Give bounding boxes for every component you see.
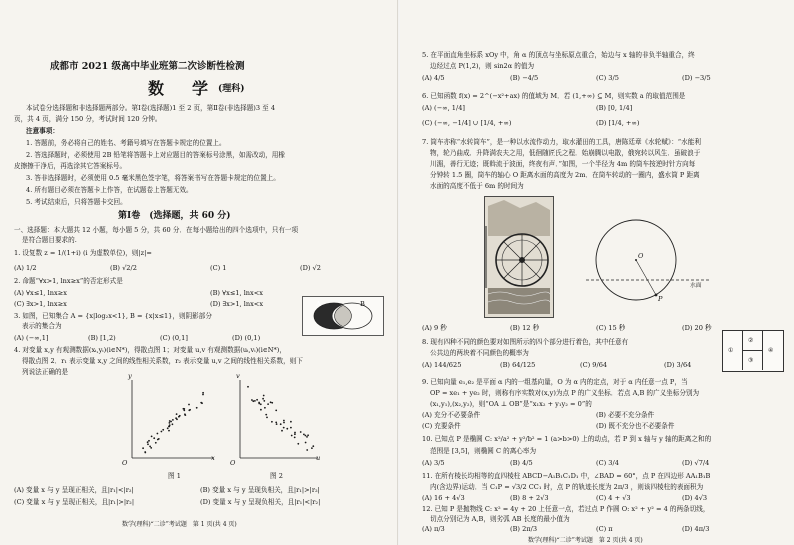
- q10-option-b: (B) 4/5: [510, 459, 533, 467]
- q3-option-a: (A) (−∞,1]: [14, 334, 49, 342]
- q7-stem-4: 分钟转 1.5 圈，筒车的轴心 O 距离水面的高度为 2m．在筒车转动的一圈内，盛水筒 P 距离: [430, 171, 700, 179]
- scatter-point: [271, 402, 273, 404]
- q3-option-d: (D) (0,1): [232, 334, 261, 342]
- scatter-point: [176, 413, 178, 415]
- scatter-point: [155, 442, 157, 444]
- q3-option-c: (C) (0,1]: [160, 334, 188, 342]
- scatter-point: [260, 403, 262, 405]
- q4-stem-3: 列说法正确的是: [22, 368, 69, 376]
- scatter-point: [283, 427, 285, 429]
- q1-option-b: (B) √2/2: [110, 264, 137, 272]
- scatter-point: [260, 409, 262, 411]
- q5-stem-2: 边经过点 P(1,2)，则 sin2α 的值为: [430, 62, 535, 70]
- scatter-point: [266, 417, 268, 419]
- q1-option-d: (D) √2: [300, 264, 321, 272]
- grid-divider-middle: [742, 350, 762, 351]
- q2-stem: 2. 命题“∀x>1, lnx≥x”的否定形式是: [14, 277, 123, 285]
- q1-stem: 1. 设复数 z = 1/(1+i) (i 为虚数单位)，则|z|=: [14, 249, 152, 257]
- q4-option-b: (B) 变量 x 与 y 呈现负相关，且|r₁|>|r₂|: [200, 486, 320, 494]
- exam-title: 成都市 2021 级高中毕业班第二次诊断性检测: [50, 61, 245, 72]
- q7-option-d: (D) 20 秒: [682, 324, 712, 332]
- scatter-point: [169, 420, 171, 422]
- part-intro-1: 一、选择题：本大题共 12 小题，每小题 5 分，共 60 分．在每小题给出的四个选项中，只有一项: [14, 226, 299, 234]
- scatter-point: [267, 403, 269, 405]
- q3-stem-1: 3. 如图，已知集合 A = {x|log₂x<1}, B = {x|x≤1}，则阴影部分: [14, 312, 212, 320]
- scatter-point: [275, 422, 277, 424]
- grid-region-4: ④: [768, 347, 774, 354]
- scatter-point: [147, 443, 149, 445]
- scatter-point: [168, 430, 170, 432]
- scatter-point: [252, 400, 254, 402]
- part-intro-2: 是符合题目要求的.: [22, 236, 77, 244]
- page-2-footer: 数学(理科)“二诊”考试题 第 2 页(共 4 页): [528, 537, 643, 544]
- fig1-x-label: x: [211, 454, 215, 462]
- scatter-point: [149, 446, 151, 448]
- q7-stem-3: 川湄，善行无迹；既斡流于波面，终夜有声．”如图，一个半径为 4m 的筒车按逆时针方向每: [430, 160, 696, 168]
- scatter-point: [297, 443, 299, 445]
- scatter-point: [188, 404, 190, 406]
- scatter-point: [142, 447, 144, 449]
- fig1-origin-label: O: [122, 459, 128, 467]
- scatter-point: [183, 410, 185, 412]
- fig1-y-label: y: [128, 372, 132, 380]
- section-title: 第Ⅰ卷 (选择题，共 60 分): [118, 211, 231, 221]
- scatter-point: [262, 398, 264, 400]
- q12-option-d: (D) 4π/3: [682, 525, 710, 533]
- circle-center-label: O: [638, 252, 644, 260]
- scatter-point: [247, 386, 249, 388]
- q7-stem-5: 水面的高度不低于 6m 的时间为: [430, 182, 524, 190]
- scatter-point: [169, 424, 171, 426]
- scatter-point: [294, 437, 296, 439]
- scatter-point: [283, 420, 285, 422]
- q2-option-a: (A) ∀x≤1, lnx≥x: [14, 289, 67, 297]
- scatter-point: [256, 399, 258, 401]
- venn-diagram: [302, 296, 384, 336]
- q10-option-a: (A) 3/5: [422, 459, 445, 467]
- subject-note: (理科): [218, 84, 245, 94]
- q2-option-c: (C) ∃x>1, lnx≥x: [14, 300, 67, 308]
- scatter-point: [179, 415, 181, 417]
- q12-stem-1: 12. 已知 P 是抛物线 C: x² = 4y + 20 上任意一点，若过点 P 作圆 O: x² + y² = 4 的两条切线，: [422, 505, 710, 513]
- scatter-point: [265, 414, 267, 416]
- scatter-point: [300, 431, 302, 433]
- q3-stem-2: 表示的集合为: [22, 322, 62, 330]
- grid-region-3: ③: [748, 357, 754, 364]
- q9-option-b: (B) 必要不充分条件: [596, 411, 655, 419]
- q11-option-b: (B) 8 + 2√3: [510, 494, 549, 502]
- note-5: 5. 考试结束后，只将答题卡交回。: [26, 198, 127, 206]
- scatter-point: [290, 427, 292, 429]
- scatter-point: [144, 452, 146, 454]
- q11-option-a: (A) 16 + 4√3: [422, 494, 465, 502]
- q9-stem-3: (x₁,y₁),(x₂,y₂)，则“OA ⊥ OB”是“x₁x₂ + y₁y₂ = 0”的: [430, 400, 592, 408]
- q5-option-a: (A) 4/5: [422, 74, 445, 82]
- scatter-point: [151, 436, 153, 438]
- q5-option-b: (B) −4/5: [510, 74, 539, 82]
- q4-stem-1: 4. 对变量 x,y 有观测数据(xᵢ,yᵢ)(i∈N*)，得散点图 1；对变量 u,v 有观测数据(uᵢ,vᵢ)(i∈N*)，: [14, 346, 286, 354]
- q12-option-a: (A) π/3: [422, 525, 445, 533]
- scatter-point: [283, 422, 285, 424]
- scatter-point: [167, 427, 169, 429]
- circle-point-label: P: [658, 295, 663, 303]
- scatter-point: [157, 433, 159, 435]
- fig2-x-label: u: [316, 454, 321, 462]
- q10-stem-2: 范围是 [3,5]，则椭圆 C 的离心率为: [430, 447, 537, 455]
- scatter-point: [196, 407, 198, 409]
- q8-option-b: (B) 64/125: [500, 361, 536, 369]
- scatter-point: [150, 447, 152, 449]
- q12-option-c: (C) π: [596, 525, 613, 533]
- notes-heading: 注意事项：: [26, 127, 59, 135]
- scatter-point: [306, 449, 308, 451]
- scatter-point: [251, 399, 253, 401]
- scatter-point: [305, 442, 307, 444]
- scatter-point: [305, 435, 307, 437]
- scatter-point: [294, 432, 296, 434]
- q8-option-c: (C) 9/64: [580, 361, 608, 369]
- scatter-point: [264, 407, 266, 409]
- q10-option-d: (D) √7/4: [682, 459, 710, 467]
- q6-option-d: (D) [1/4, +∞): [596, 119, 640, 127]
- scatter-point: [280, 423, 282, 425]
- scatter-figure-2: [234, 378, 320, 464]
- q8-stem-2: 公共边的两块着不同颜色的概率为: [430, 349, 529, 357]
- note-3: 3. 答非选择题时，必须使用 0.5 毫米黑色签字笔，将答案书写在答题卡规定的位置上。: [26, 174, 280, 182]
- q8-option-d: (D) 3/64: [664, 361, 692, 369]
- scatter-point: [286, 428, 288, 430]
- scatter-point: [175, 417, 177, 419]
- note-1: 1. 答题前，务必将自己的姓名、考籍号填写在答题卡规定的位置上。: [26, 139, 226, 147]
- q2-option-b: (B) ∀x≤1, lnx<x: [210, 289, 264, 297]
- note-2: 2. 答选择题时，必须使用 2B 铅笔将答题卡上对应题目的答案标号涂黑，如需改动，用橡: [26, 151, 285, 159]
- q6-option-c: (C) (−∞, −1/4] ∪ [1/4, +∞): [422, 119, 512, 127]
- q9-option-c: (C) 充要条件: [422, 422, 461, 430]
- q5-option-d: (D) −3/5: [682, 74, 711, 82]
- scatter-point: [271, 421, 273, 423]
- q7-option-c: (C) 15 秒: [596, 324, 626, 332]
- subject-title: 数 学: [148, 79, 215, 98]
- q9-option-d: (D) 既不充分也不必要条件: [596, 422, 675, 430]
- scatter-point: [291, 435, 293, 437]
- q5-option-c: (C) 3/5: [596, 74, 619, 82]
- q8-option-a: (A) 144/625: [422, 361, 462, 369]
- scatter-point: [200, 402, 202, 404]
- fig2-caption: 图 2: [270, 472, 283, 480]
- q2-option-d: (D) ∃x>1, lnx<x: [210, 300, 264, 308]
- scatter-point: [306, 436, 308, 438]
- exam-page-2: [400, 0, 794, 545]
- scatter-figure-1: [126, 378, 216, 464]
- scatter-point: [263, 395, 265, 397]
- scatter-point: [263, 400, 265, 402]
- q6-option-a: (A) (−∞, 1/4]: [422, 104, 465, 112]
- scatter-point: [290, 421, 292, 423]
- fig2-origin-label: O: [230, 459, 236, 467]
- scatter-point: [157, 439, 159, 441]
- note-4: 4. 所有题目必须在答题卡上作答，在试题卷上答题无效。: [26, 186, 193, 194]
- scatter-point: [184, 414, 186, 416]
- scatter-point: [312, 445, 314, 447]
- q6-stem: 6. 已知函数 f(x) = 2^(−x²+ax) 的值域为 M．若 (1,+∞) ⊆ M，则实数 a 的取值范围是: [422, 92, 686, 100]
- note-2-cont: 皮擦擦干净后，再选涂其它答案标号。: [14, 162, 127, 170]
- venn-label-b: B: [360, 300, 365, 308]
- q1-option-a: (A) 1/2: [14, 264, 37, 272]
- scatter-point: [275, 410, 277, 412]
- scatter-point: [148, 440, 150, 442]
- q4-stem-2: 得散点图 2．r₁ 表示变量 x,y 之间的线性相关系数，r₂ 表示变量 u,v 之间的线性相关系数，则下: [22, 357, 303, 365]
- water-surface-label: 水面: [690, 283, 702, 289]
- intro-line-1: 本试卷分选择题和非选择题两部分。第Ⅰ卷(选择题)1 至 2 页，第Ⅱ卷(非选择题)3 至 4: [26, 104, 276, 112]
- q12-option-b: (B) 2π/3: [510, 525, 538, 533]
- scatter-point: [307, 434, 309, 436]
- q8-stem-1: 8. 现有四种不同的颜色要对如图所示的四个部分进行着色，其中任意有: [422, 338, 629, 346]
- q9-option-a: (A) 充分不必要条件: [422, 411, 481, 419]
- q11-option-c: (C) 4 + √3: [596, 494, 631, 502]
- scatter-point: [153, 437, 155, 439]
- q1-option-c: (C) 1: [210, 264, 227, 272]
- grid-region-2: ②: [748, 337, 754, 344]
- scatter-point: [162, 429, 164, 431]
- scatter-point: [258, 403, 260, 405]
- scatter-point: [172, 419, 174, 421]
- scatter-point: [311, 447, 313, 449]
- q10-option-c: (C) 3/4: [596, 459, 619, 467]
- q4-option-d: (D) 变量 x 与 y 呈现负相关，且|r₁|<|r₂|: [200, 498, 321, 506]
- scatter-point: [294, 433, 296, 435]
- scatter-point: [169, 422, 171, 424]
- q9-stem-2: OP = xe₁ + ye₂ 时，则称有序实数对(x,y)为点 P 的广义坐标．若点 A,B 的广义坐标分别为: [430, 389, 700, 397]
- q11-stem-2: 内(含边界)运动．当 C₁P = √3/2 CC₁ 时，点 P 的轨迹长度为 2π/3 ，则该四棱柱的表面积为: [430, 483, 704, 491]
- scatter-point: [202, 394, 204, 396]
- q11-stem-1: 11. 在所有棱长均相等的直四棱柱 ABCD−A₁B₁C₁D₁ 中，∠BAD = 60°，点 P 在四边形 AA₁B₁B: [422, 472, 711, 480]
- scatter-point: [276, 423, 278, 425]
- scatter-point: [254, 400, 256, 402]
- q12-stem-2: 切点分别记为 A,B，则劣弧 AB 长度的最小值为: [430, 515, 570, 523]
- q11-option-d: (D) 4√3: [682, 494, 708, 502]
- fig1-caption: 图 1: [168, 472, 181, 480]
- fig2-y-label: v: [236, 372, 240, 380]
- scatter-point: [281, 430, 283, 432]
- scatter-point: [147, 441, 149, 443]
- q3-option-b: (B) [1,2): [88, 334, 116, 342]
- waterwheel-illustration: [484, 196, 554, 318]
- waterwheel-circle-diagram: [586, 218, 710, 318]
- scatter-point: [270, 401, 272, 403]
- q4-option-a: (A) 变量 x 与 y 呈现正相关，且|r₁|<|r₂|: [14, 486, 134, 494]
- page-1-footer: 数学(理科)“二诊”考试题 第 1 页(共 4 页): [122, 521, 237, 528]
- scatter-point: [188, 409, 190, 411]
- scatter-point: [172, 423, 174, 425]
- scatter-point: [161, 431, 163, 433]
- q4-option-c: (C) 变量 x 与 y 呈现正相关，且|r₁|>|r₂|: [14, 498, 135, 506]
- q9-stem-1: 9. 已知向量 e₁,e₂ 是平面 α 内的一组基向量，O 为 α 内的定点，对于 α 内任意一点 P，当: [422, 378, 688, 386]
- q6-option-b: (B) [0, 1/4]: [596, 104, 633, 112]
- q5-stem-1: 5. 在平面直角坐标系 xOy 中，角 α 的顶点与坐标原点重合，始边与 x 轴的非负半轴重合，终: [422, 51, 695, 59]
- q7-stem-1: 7. 筒车亦称“水转筒车”，是一种以水流作动力，取水灌田的工具，唐陈廷章《水轮赋》：“水能利: [422, 138, 701, 146]
- venn-label-a: A: [316, 300, 321, 308]
- grid-region-1: ①: [728, 347, 734, 354]
- scatter-point: [202, 392, 204, 394]
- q7-stem-2: 物，轮乃曲成．升降满农夫之用，低徊随匠氏之程．始崩腾以电散，俄宛转以风生．虽破浪于: [430, 149, 701, 157]
- q7-option-a: (A) 9 秒: [422, 324, 447, 332]
- q10-stem-1: 10. 已知点 P 是椭圆 C: x²/a² + y²/b² = 1 (a>b>0) 上的动点，若 P 到 x 轴与 y 轴的距离之和的: [422, 435, 712, 443]
- intro-line-2: 页，共 4 页，满分 150 分，考试时间 120 分钟。: [14, 115, 162, 123]
- scatter-point: [303, 434, 305, 436]
- q7-option-b: (B) 12 秒: [510, 324, 540, 332]
